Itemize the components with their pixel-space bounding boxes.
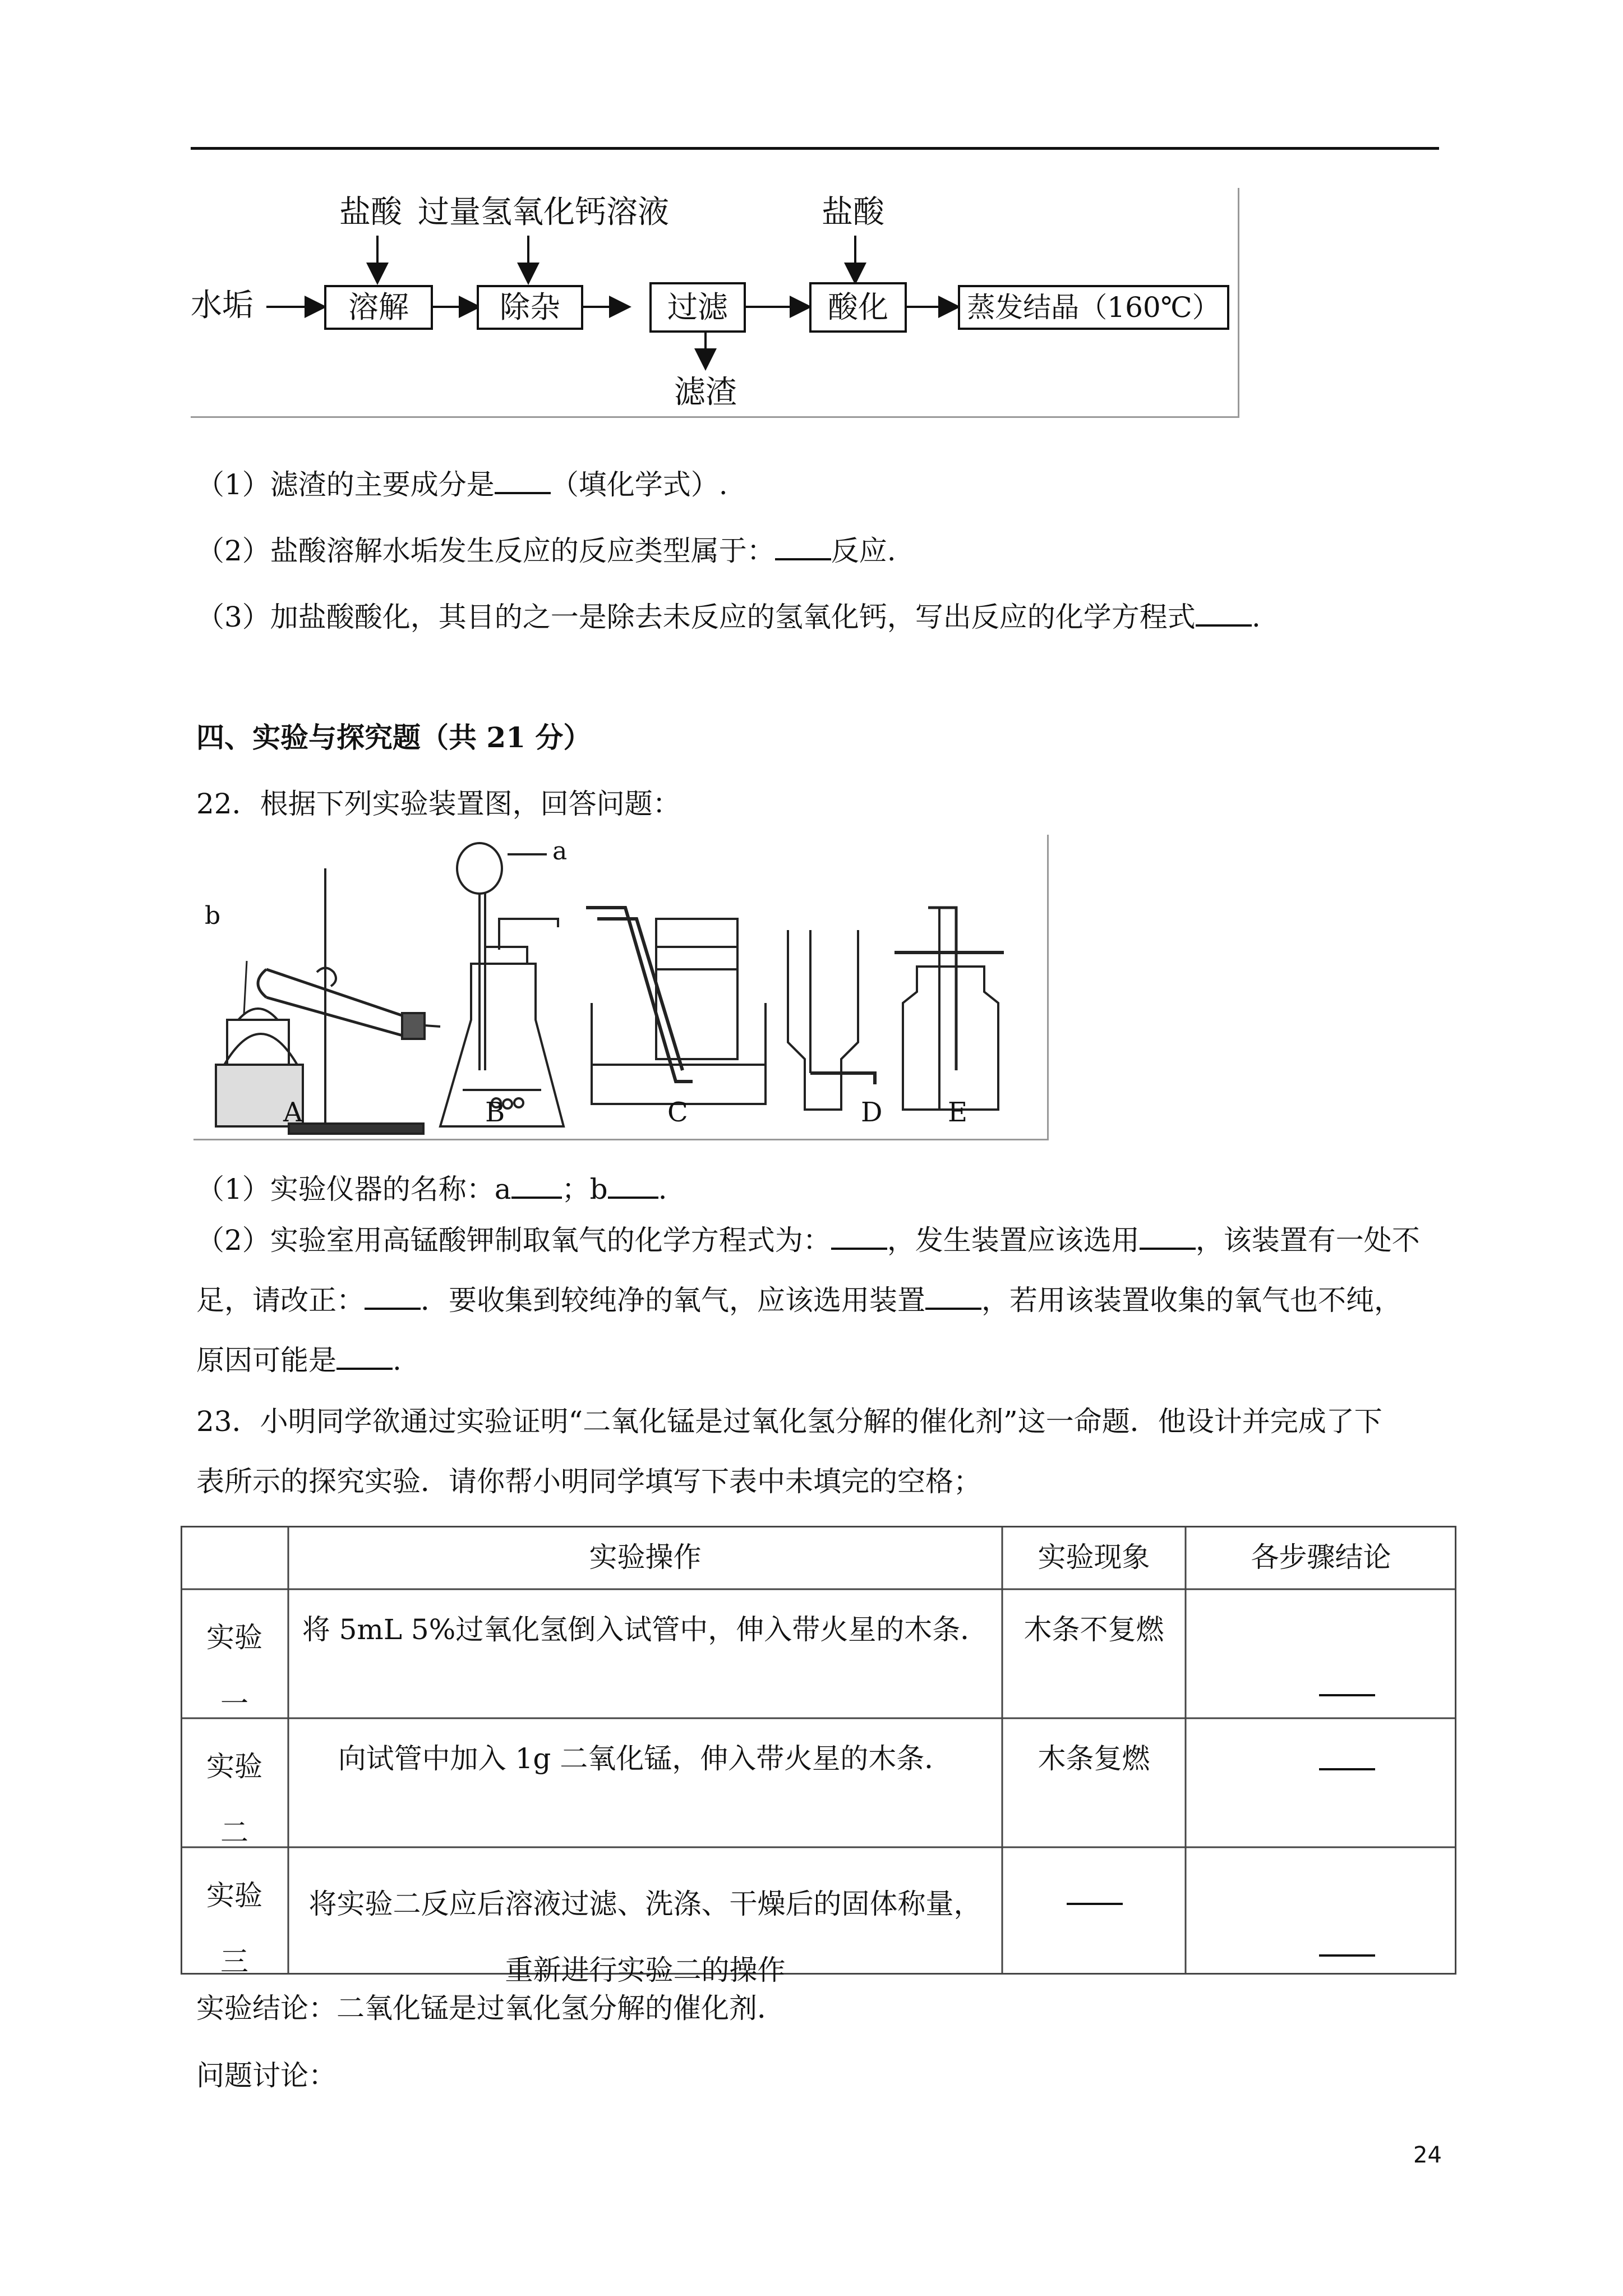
table-row-1-op: 将 5mL 5%过氧化氢倒入试管中，伸入带火星的木条．: [302, 1613, 989, 1646]
table-row-2-name: 实验 二: [206, 1750, 262, 1849]
flow-top-label-1: 盐酸: [339, 194, 402, 231]
table-row-3-op: 将实验二反应后溶液过滤、洗涤、干燥后的固体称量， 重新进行实验二的操作: [308, 1888, 982, 1986]
q22-part-2-cont: 足，请改正： ．要收集到较纯净的氧气，应该选用装置 ，若用该装置收集的氧气也不纯，: [196, 1284, 1402, 1317]
apparatus-drawing: [193, 835, 1049, 1140]
flow-top-label-3: 盐酸: [822, 194, 884, 231]
label-a: a: [552, 837, 568, 866]
flow-output: 滤渣: [674, 374, 737, 411]
header-rule: [191, 147, 1439, 150]
q22-part-1: （1）实验仪器的名称：a ；b .: [196, 1173, 667, 1205]
table-row-2-op: 向试管中加入 1g 二氧化锰，伸入带火星的木条．: [338, 1742, 953, 1775]
q21-line-1: （1）滤渣的主要成分是 （填化学式）.: [196, 468, 728, 501]
q22-part-2: （2）实验室用高锰酸钾制取氧气的化学方程式为： ，发生装置应该选用 ，该装置有一处不: [196, 1224, 1420, 1257]
flow-step-evaporate: 蒸发结晶（160℃）: [967, 291, 1220, 324]
flow-input: 水垢: [191, 287, 253, 324]
q21-line-2: （2）盐酸溶解水垢发生反应的反应类型属于： 反应.: [196, 535, 896, 567]
table-row-3-name: 实验 三: [206, 1879, 262, 1978]
q21-line-3: （3）加盐酸酸化，其目的之一是除去未反应的氢氧化钙，写出反应的化学方程式 .: [196, 601, 1261, 633]
label-B: B: [485, 1097, 505, 1128]
question-discussion: 问题讨论：: [196, 2059, 336, 2092]
label-A: A: [283, 1097, 303, 1128]
label-b: b: [205, 901, 221, 930]
answer-blank[interactable]: [925, 1302, 981, 1310]
flow-diagram: [191, 188, 1239, 418]
experiment-conclusion: 实验结论：二氧化锰是过氧化氢分解的催化剂．: [196, 1992, 785, 2024]
answer-blank[interactable]: [511, 1191, 562, 1199]
flow-step-acidify: 酸化: [828, 289, 888, 325]
q22-stem: 22．根据下列实验装置图，回答问题：: [196, 788, 681, 820]
table-row-3-conclusion-blank[interactable]: [1319, 1954, 1375, 1957]
section-title: 四、实验与探究题（共 21 分）: [196, 721, 592, 754]
apparatus-figure: [193, 835, 1049, 1140]
table-header-op: 实验操作: [589, 1541, 702, 1573]
table-row-2-phenomenon: 木条复燃: [1038, 1742, 1150, 1775]
table-row-1-phenomenon: 木条不复燃: [1023, 1613, 1164, 1646]
table-row-1-conclusion-blank[interactable]: [1319, 1694, 1375, 1696]
q22-part-2-end: 原因可能是 .: [196, 1344, 402, 1377]
answer-blank[interactable]: [831, 1242, 887, 1250]
flow-step-filter: 过滤: [667, 289, 728, 325]
answer-blank[interactable]: [608, 1191, 658, 1199]
table-header-phenomenon: 实验现象: [1038, 1541, 1150, 1573]
answer-blank[interactable]: [1140, 1242, 1196, 1250]
experiment-table: [181, 1526, 1456, 1986]
page-number: 24: [1413, 2142, 1442, 2168]
q23-stem-line-2: 表所示的探究实验．请你帮小明同学填写下表中未填完的空格；: [196, 1465, 981, 1498]
label-E: E: [948, 1097, 968, 1128]
q23-stem-line-1: 23．小明同学欲通过实验证明“二氧化锰是过氧化氢分解的催化剂”这一命题．他设计并完成了下: [196, 1405, 1382, 1438]
answer-blank[interactable]: [495, 486, 551, 494]
flow-step-impurity: 除杂: [500, 289, 560, 325]
label-D: D: [861, 1097, 883, 1128]
answer-blank[interactable]: [336, 1362, 393, 1370]
table-header-conclusion: 各步骤结论: [1251, 1541, 1391, 1573]
label-C: C: [667, 1097, 688, 1128]
table-row-3-phenomenon-blank[interactable]: [1067, 1903, 1123, 1905]
answer-blank[interactable]: [1196, 619, 1252, 627]
flow-step-dissolve: 溶解: [348, 289, 409, 325]
flow-top-label-2: 过量氢氧化钙溶液: [418, 194, 669, 231]
answer-blank[interactable]: [775, 553, 831, 560]
table-row-2-conclusion-blank[interactable]: [1319, 1768, 1375, 1770]
table-row-1-name: 实验 一: [206, 1621, 262, 1720]
answer-blank[interactable]: [365, 1302, 421, 1310]
